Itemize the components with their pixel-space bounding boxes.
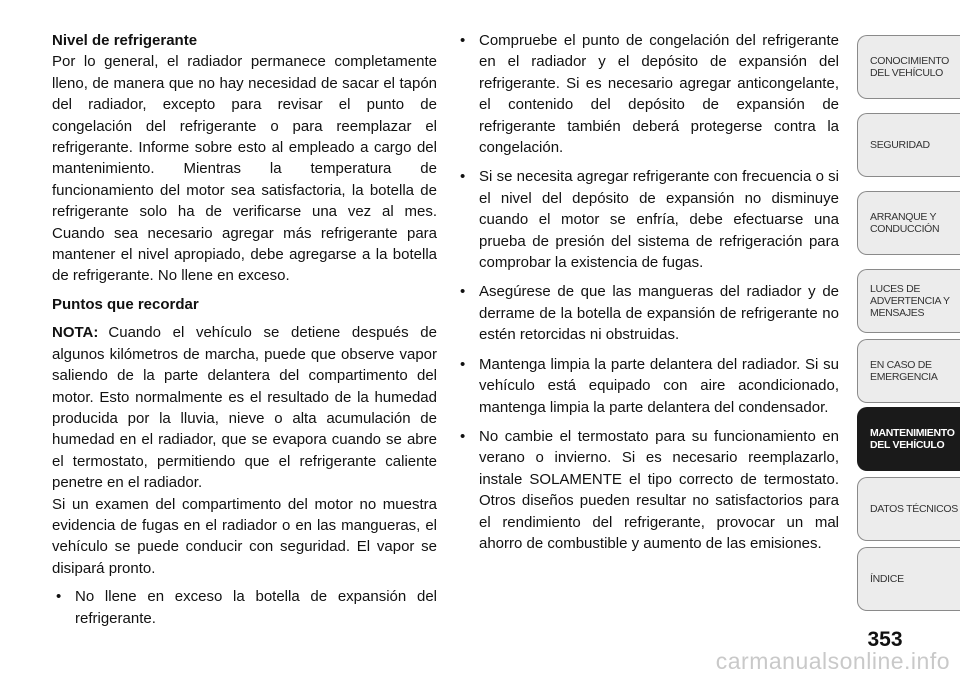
left-column <box>52 30 437 637</box>
bullet-icon: • <box>460 283 466 301</box>
tab-mantenimiento[interactable]: MANTENIMIENTO DEL VEHÍCULO <box>857 407 960 471</box>
list-item-text: Si se necesita agregar refrigerante con frecuencia o si el nivel del depósito de expansión no disminuye cuando el motor se enfría, debe efectuarse una prueba de presión del sistema de refrigeración para comprobar la existencia de fugas. <box>479 168 839 272</box>
tab-conocimiento[interactable]: CONOCIMIENTO DEL VEHÍCULO <box>857 35 960 99</box>
tab-emergencia[interactable]: EN CASO DE EMERGENCIA <box>857 339 960 403</box>
bullet-icon: • <box>460 427 466 445</box>
list-item <box>456 30 839 158</box>
section-heading-puntos: Puntos que recordar <box>52 295 199 313</box>
paragraph-nivel: Por lo general, el radiador permanece completamente lleno, de manera que no hay necesidad de sacar el tapón del radiador, excepto para revisar el punto de congelación del refrigerante o para reemplazar el refrigerante. Informe sobre esto al empleado a cargo del mantenimiento. Mientras la temperatura de funcionamiento del motor sea satisfactoria, la botella de refrigerante solo ha de verificarse una vez al mes. Cuando sea necesario agregar más refrigerante para mantener el nivel apropiado, debe agregarse a la botella de refrigerante. No llene en exceso. <box>52 53 437 285</box>
section-heading-nivel: Nivel de refrigerante <box>52 32 198 49</box>
bullet-icon: • <box>460 355 466 373</box>
list-item-text: Mantenga limpia la parte delantera del radiador. Si su vehículo está equipado con aire acondicionado, mantenga limpia la parte delantera del condensador. <box>479 355 839 416</box>
bullet-icon: • <box>460 32 466 49</box>
note-label: NOTA: <box>52 324 99 342</box>
watermark: carmanualsonline.info <box>715 648 950 674</box>
paragraph-examen: Si un examen del compartimento del motor no muestra evidencia de fugas en el radiador o en las mangueras, el vehículo se puede conducir con seguridad. El vapor se disipará pronto. <box>52 495 437 577</box>
list-item-text: Compruebe el punto de congelación del refrigerante en el radiador y el depósito de expansión del refrigerante. Si es necesario agregar anticongelante, el contenido del depósito de expansión de refrigerante también deberá protegerse contra la congelación. <box>479 32 839 157</box>
list-item <box>456 166 839 273</box>
note-paragraph <box>52 322 437 493</box>
tab-arranque[interactable]: ARRANQUE Y CONDUCCIÓN <box>857 191 960 255</box>
list-item-text: No llene en exceso la botella de expansión del refrigerante. <box>75 588 437 627</box>
page-number: 353 <box>867 628 903 651</box>
tab-datos[interactable]: DATOS TÉCNICOS <box>857 477 960 541</box>
bullet-icon: • <box>56 588 62 606</box>
tab-luces[interactable]: LUCES DE ADVERTENCIA Y MENSAJES <box>857 269 960 333</box>
tab-seguridad[interactable]: SEGURIDAD <box>857 113 960 177</box>
bullet-icon: • <box>460 168 466 186</box>
list-item <box>456 354 839 418</box>
right-column <box>456 30 839 562</box>
list-item <box>456 281 839 345</box>
list-item <box>52 586 437 629</box>
tab-indice[interactable]: ÍNDICE <box>857 547 960 611</box>
list-item-text: Asegúrese de que las mangueras del radiador y de derrame de la botella de expansión de refrigerante no estén retorcidas ni obstruidas. <box>479 283 839 344</box>
list-item <box>456 426 839 554</box>
list-item-text: No cambie el termostato para su funcionamiento en verano o invierno. Si es necesario reemplazarlo, instale SOLAMENTE el tipo correcto de termostato. Otros diseños pueden resultar no satisfactorios para el rendimiento del refrigerante, provocar un mal ahorro de combustible y aumento de las emisiones. <box>479 427 839 552</box>
note-text: Cuando el vehículo se detiene después de algunos kilómetros de marcha, puede que observe vapor saliendo de la parte delantera del compartimento del motor. Esto normalmente es el resultado de la humedad producida por la lluvia, nieve o alta acumulación de humedad en el radiador, que se evapora cuando se abre el termostato, permitiendo que el refrigerante caliente penetre en el radiador. <box>52 324 437 492</box>
